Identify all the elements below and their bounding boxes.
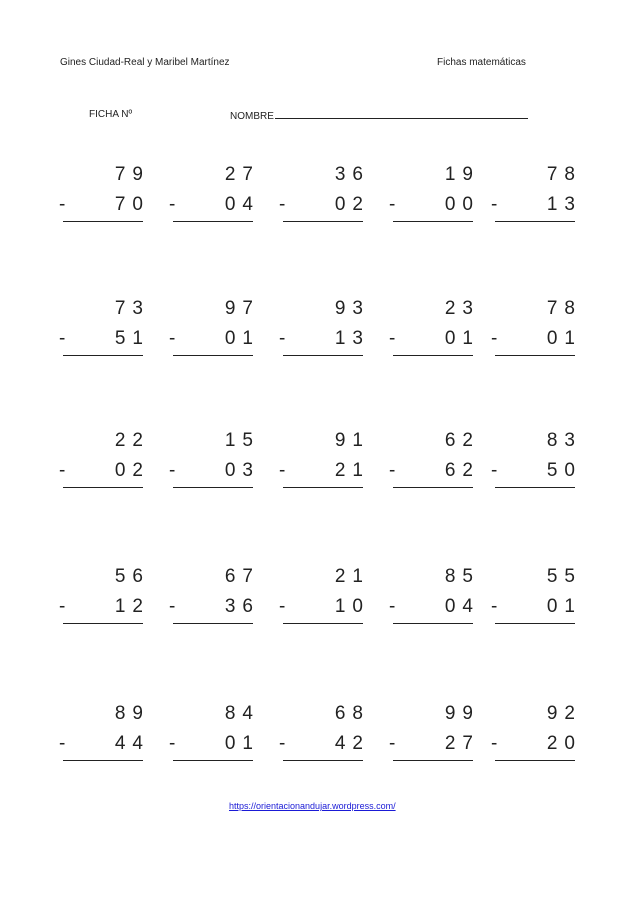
subtraction-problem bbox=[59, 297, 150, 361]
minuend: 36 bbox=[334, 164, 370, 185]
subtraction-problem bbox=[279, 163, 370, 227]
minus-sign: - bbox=[279, 460, 286, 481]
answer-rule bbox=[173, 623, 253, 624]
minus-sign: - bbox=[279, 733, 286, 754]
answer-rule bbox=[393, 760, 473, 761]
minuend: 78 bbox=[546, 164, 582, 185]
subtrahend: 01 bbox=[224, 733, 260, 754]
minuend: 19 bbox=[444, 164, 480, 185]
answer-rule bbox=[495, 221, 575, 222]
answer-rule bbox=[393, 623, 473, 624]
minuend: 78 bbox=[546, 298, 582, 319]
minus-sign: - bbox=[491, 194, 498, 215]
subtraction-problem bbox=[389, 429, 480, 493]
minus-sign: - bbox=[279, 328, 286, 349]
answer-rule bbox=[393, 221, 473, 222]
subtrahend: 13 bbox=[546, 194, 582, 215]
subtraction-problem bbox=[389, 163, 480, 227]
subtraction-problem bbox=[59, 163, 150, 227]
subtrahend: 01 bbox=[224, 328, 260, 349]
subtrahend: 21 bbox=[334, 460, 370, 481]
subtraction-problem bbox=[59, 702, 150, 766]
subtrahend: 70 bbox=[114, 194, 150, 215]
subtraction-problem bbox=[279, 565, 370, 629]
subtraction-problem bbox=[59, 429, 150, 493]
minuend: 23 bbox=[444, 298, 480, 319]
minus-sign: - bbox=[491, 460, 498, 481]
minus-sign: - bbox=[389, 194, 396, 215]
minus-sign: - bbox=[389, 733, 396, 754]
subtrahend: 20 bbox=[546, 733, 582, 754]
answer-rule bbox=[283, 221, 363, 222]
subtrahend: 02 bbox=[334, 194, 370, 215]
subtrahend: 04 bbox=[444, 596, 480, 617]
minus-sign: - bbox=[169, 596, 176, 617]
subtraction-problem bbox=[169, 702, 260, 766]
subtrahend: 51 bbox=[114, 328, 150, 349]
minuend: 84 bbox=[224, 703, 260, 724]
answer-rule bbox=[495, 623, 575, 624]
minus-sign: - bbox=[59, 328, 66, 349]
minuend: 21 bbox=[334, 566, 370, 587]
subtraction-problem bbox=[491, 163, 582, 227]
subtrahend: 02 bbox=[114, 460, 150, 481]
minus-sign: - bbox=[389, 328, 396, 349]
answer-rule bbox=[393, 487, 473, 488]
minuend: 55 bbox=[546, 566, 582, 587]
answer-rule bbox=[283, 760, 363, 761]
subtraction-problem bbox=[59, 565, 150, 629]
answer-rule bbox=[495, 760, 575, 761]
answer-rule bbox=[173, 487, 253, 488]
subtrahend: 50 bbox=[546, 460, 582, 481]
answer-rule bbox=[283, 623, 363, 624]
minus-sign: - bbox=[491, 733, 498, 754]
minus-sign: - bbox=[59, 194, 66, 215]
subtraction-problem bbox=[279, 429, 370, 493]
minus-sign: - bbox=[279, 596, 286, 617]
footer-link[interactable]: https://orientacionandujar.wordpress.com/ bbox=[229, 801, 396, 811]
minuend: 99 bbox=[444, 703, 480, 724]
subtrahend: 01 bbox=[546, 328, 582, 349]
subtrahend: 42 bbox=[334, 733, 370, 754]
minuend: 89 bbox=[114, 703, 150, 724]
minuend: 93 bbox=[334, 298, 370, 319]
answer-rule bbox=[495, 487, 575, 488]
minus-sign: - bbox=[279, 194, 286, 215]
subtraction-problem bbox=[389, 297, 480, 361]
minus-sign: - bbox=[59, 460, 66, 481]
subtrahend: 03 bbox=[224, 460, 260, 481]
minus-sign: - bbox=[59, 596, 66, 617]
nombre-label: NOMBRE bbox=[230, 111, 274, 122]
answer-rule bbox=[173, 221, 253, 222]
ficha-label: FICHA Nº bbox=[89, 109, 133, 120]
subtraction-problem bbox=[169, 429, 260, 493]
minuend: 67 bbox=[224, 566, 260, 587]
minus-sign: - bbox=[169, 194, 176, 215]
minuend: 91 bbox=[334, 430, 370, 451]
minuend: 62 bbox=[444, 430, 480, 451]
subtrahend: 10 bbox=[334, 596, 370, 617]
subtraction-problem bbox=[169, 297, 260, 361]
header-subject: Fichas matemáticas bbox=[437, 57, 526, 68]
subtraction-problem bbox=[169, 163, 260, 227]
minuend: 27 bbox=[224, 164, 260, 185]
subtrahend: 12 bbox=[114, 596, 150, 617]
minus-sign: - bbox=[59, 733, 66, 754]
subtrahend: 04 bbox=[224, 194, 260, 215]
minus-sign: - bbox=[169, 328, 176, 349]
answer-rule bbox=[173, 355, 253, 356]
subtraction-problem bbox=[279, 702, 370, 766]
minuend: 97 bbox=[224, 298, 260, 319]
subtrahend: 27 bbox=[444, 733, 480, 754]
minus-sign: - bbox=[491, 596, 498, 617]
subtrahend: 36 bbox=[224, 596, 260, 617]
minus-sign: - bbox=[389, 596, 396, 617]
subtrahend: 44 bbox=[114, 733, 150, 754]
subtrahend: 01 bbox=[546, 596, 582, 617]
subtraction-problem bbox=[491, 429, 582, 493]
answer-rule bbox=[63, 355, 143, 356]
minuend: 85 bbox=[444, 566, 480, 587]
answer-rule bbox=[63, 221, 143, 222]
minuend: 73 bbox=[114, 298, 150, 319]
minuend: 83 bbox=[546, 430, 582, 451]
subtraction-problem bbox=[491, 565, 582, 629]
answer-rule bbox=[63, 760, 143, 761]
minus-sign: - bbox=[169, 460, 176, 481]
subtrahend: 01 bbox=[444, 328, 480, 349]
answer-rule bbox=[283, 487, 363, 488]
minuend: 15 bbox=[224, 430, 260, 451]
minus-sign: - bbox=[169, 733, 176, 754]
answer-rule bbox=[393, 355, 473, 356]
subtraction-problem bbox=[389, 565, 480, 629]
subtrahend: 62 bbox=[444, 460, 480, 481]
answer-rule bbox=[495, 355, 575, 356]
minuend: 79 bbox=[114, 164, 150, 185]
answer-rule bbox=[173, 760, 253, 761]
subtrahend: 00 bbox=[444, 194, 480, 215]
minus-sign: - bbox=[491, 328, 498, 349]
subtraction-problem bbox=[169, 565, 260, 629]
minus-sign: - bbox=[389, 460, 396, 481]
subtraction-problem bbox=[491, 702, 582, 766]
subtraction-problem bbox=[279, 297, 370, 361]
answer-rule bbox=[283, 355, 363, 356]
minuend: 56 bbox=[114, 566, 150, 587]
answer-rule bbox=[63, 623, 143, 624]
subtraction-problem bbox=[389, 702, 480, 766]
subtraction-problem bbox=[491, 297, 582, 361]
answer-rule bbox=[63, 487, 143, 488]
minuend: 68 bbox=[334, 703, 370, 724]
minuend: 22 bbox=[114, 430, 150, 451]
minuend: 92 bbox=[546, 703, 582, 724]
header-authors: Gines Ciudad-Real y Maribel Martínez bbox=[60, 57, 230, 68]
subtrahend: 13 bbox=[334, 328, 370, 349]
